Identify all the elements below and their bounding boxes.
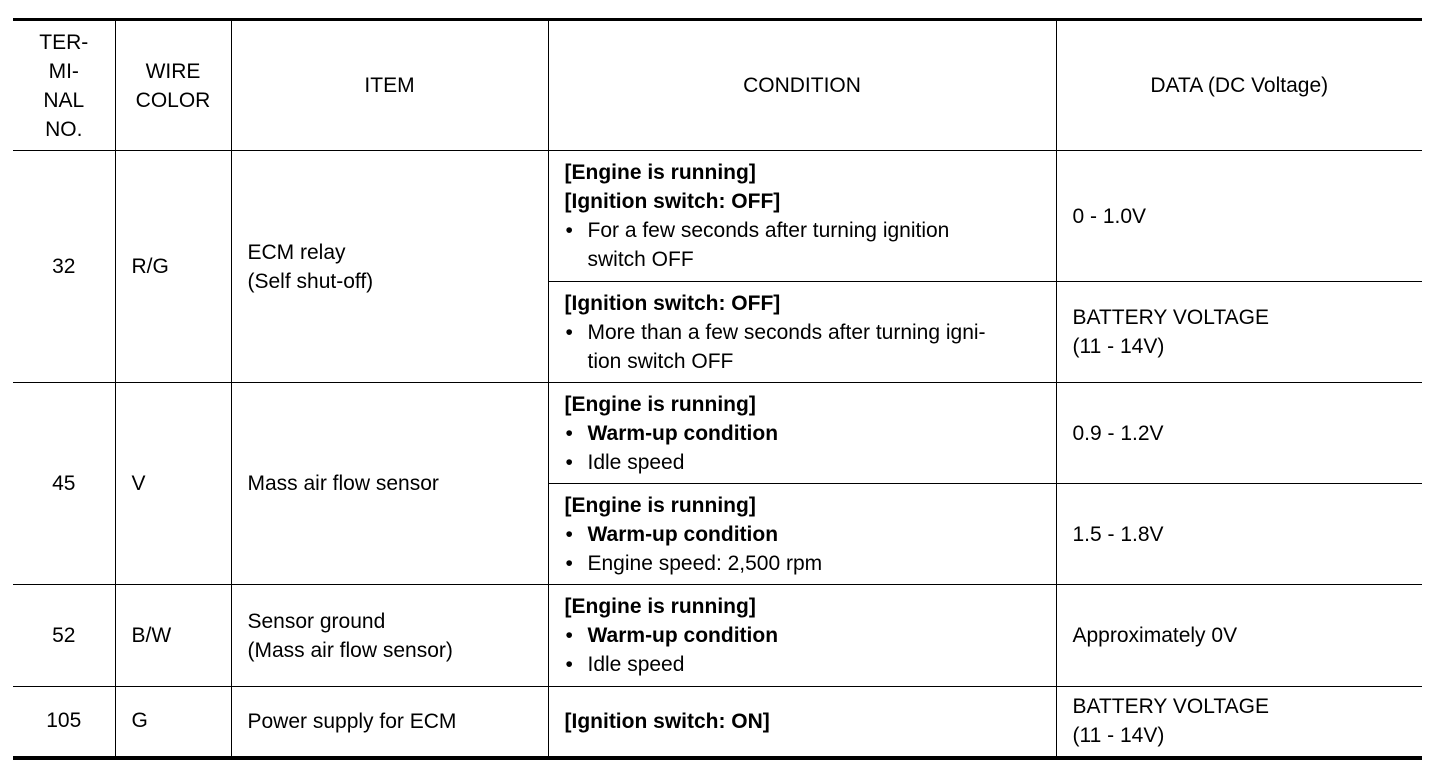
condition-cell (548, 687, 1056, 758)
condition-bullet: • Warm-up condition (565, 621, 1040, 650)
condition-heading: [Ignition switch: OFF] (564, 291, 781, 315)
bullet-line: • For a few seconds after turning ignition (587, 219, 950, 242)
bullet-line: switch OFF (587, 248, 694, 271)
condition-heading: [Engine is running] (564, 595, 756, 618)
condition-heading: [Engine is running] (564, 392, 756, 416)
table-row (13, 687, 1422, 758)
header-item: ITEM (231, 20, 548, 151)
item-line: (Self shut-off) (247, 269, 374, 293)
item-description (231, 585, 548, 687)
terminal-number: 52 (13, 585, 115, 687)
header-condition: CONDITION (548, 20, 1056, 151)
item-line: Mass air flow sensor (247, 472, 439, 495)
terminal-number: 105 (13, 687, 115, 758)
table-row (13, 383, 1422, 484)
condition-heading: [Ignition switch: ON] (564, 709, 770, 733)
header-terminal-line: MI- (48, 59, 79, 83)
header-data: DATA (DC Voltage) (1056, 20, 1422, 151)
item-line: (Mass air flow sensor) (247, 638, 453, 662)
condition-bullet: • Idle speed (565, 650, 1040, 679)
item-line: Power supply for ECM (247, 709, 457, 733)
condition-cell (548, 484, 1056, 585)
condition-cell (548, 585, 1056, 687)
header-terminal-line: NO. (45, 117, 83, 141)
data-value (1056, 282, 1422, 383)
condition-heading: [Engine is running] (564, 161, 756, 184)
bullet-line: tion switch OFF (587, 349, 734, 373)
wire-color: R/G (115, 151, 231, 383)
wire-color: B/W (115, 585, 231, 687)
condition-cell (548, 151, 1056, 282)
condition-heading: [Ignition switch: OFF] (564, 190, 781, 213)
condition-bullet: • Idle speed (565, 448, 1040, 477)
terminal-data-table (13, 18, 1422, 760)
data-value (1056, 484, 1422, 585)
data-line: BATTERY VOLTAGE (1072, 306, 1269, 329)
data-line: Approximately 0V (1072, 624, 1238, 647)
data-line: BATTERY VOLTAGE (1072, 695, 1269, 719)
condition-cell (548, 383, 1056, 484)
condition-bullet (565, 216, 1040, 274)
table-row (13, 585, 1422, 687)
condition-heading: [Engine is running] (564, 493, 756, 517)
data-line: 0.9 - 1.2V (1072, 421, 1164, 445)
header-terminal-line: NAL (43, 88, 85, 112)
terminal-number: 45 (13, 383, 115, 585)
data-line: (11 - 14V) (1072, 335, 1165, 358)
item-description (231, 687, 548, 758)
data-line: (11 - 14V) (1072, 724, 1165, 748)
header-terminal-no (13, 20, 115, 151)
bullet-line: • More than a few seconds after turning igni- (587, 320, 986, 344)
data-line: 1.5 - 1.8V (1072, 522, 1164, 546)
condition-cell (548, 282, 1056, 383)
wire-color: V (115, 383, 231, 585)
header-wire-line: WIRE (145, 59, 201, 83)
wire-color: G (115, 687, 231, 758)
terminal-number: 32 (13, 151, 115, 383)
header-wire-color (115, 20, 231, 151)
item-line: Sensor ground (247, 609, 386, 633)
condition-bullet: • Warm-up condition (565, 419, 1040, 448)
data-value (1056, 585, 1422, 687)
item-line: ECM relay (247, 240, 346, 264)
data-value (1056, 383, 1422, 484)
condition-bullet: • Engine speed: 2,500 rpm (565, 549, 1040, 578)
condition-bullet (565, 318, 1040, 376)
table-row (13, 151, 1422, 282)
item-description (231, 151, 548, 383)
data-line: 0 - 1.0V (1072, 204, 1147, 228)
condition-bullet: • Warm-up condition (565, 520, 1040, 549)
header-terminal-line: TER- (39, 30, 89, 54)
data-value (1056, 687, 1422, 758)
header-row (13, 20, 1422, 151)
header-wire-line: COLOR (135, 88, 211, 112)
data-value (1056, 151, 1422, 282)
item-description (231, 383, 548, 585)
